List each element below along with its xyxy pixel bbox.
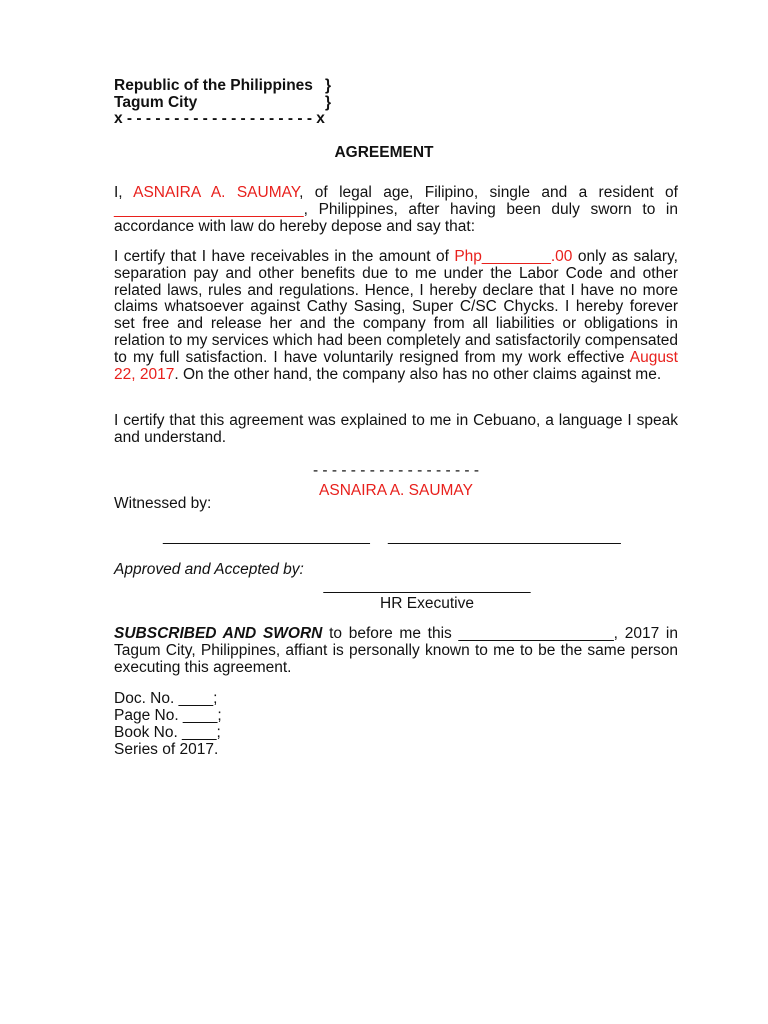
document-title: AGREEMENT	[334, 144, 434, 161]
resignation-date: August 22, 2017	[114, 348, 678, 383]
jurat-text: to before me this __________________, 2017 in Tagum City, Philippines, affiant is personally known to me to be the same person executing this agreement.	[114, 625, 678, 676]
caption-brace-1: }	[325, 77, 332, 94]
caption-republic: Republic of the Philippines	[114, 77, 313, 94]
doc-no: Doc. No. ____;	[114, 690, 218, 707]
hr-line: ________________________	[323, 577, 531, 594]
witness-line-1: ________________________	[163, 528, 370, 545]
hr-title: HR Executive	[380, 595, 474, 612]
paragraph-jurat	[114, 626, 678, 676]
paragraph-affiant	[114, 185, 678, 235]
page-no: Page No. ____;	[114, 707, 222, 724]
witnessed-label: Witnessed by:	[114, 495, 212, 512]
caption-separator: x - - - - - - - - - - - - - - - - - - - - x	[114, 110, 325, 127]
hr-signature-block	[316, 577, 538, 613]
caption-brace-2: }	[325, 93, 332, 111]
series: Series of 2017.	[114, 741, 219, 758]
p1-pre: I,	[114, 184, 134, 201]
signature-name: ASNAIRA A. SAUMAY	[319, 482, 473, 499]
p2-pre: I certify that I have receivables in the amount of	[114, 248, 455, 265]
document-caption	[114, 77, 332, 128]
amount-blank: Php________.00	[454, 248, 573, 265]
approved-label: Approved and Accepted by:	[114, 561, 304, 578]
p1-mid: , of legal age, Filipino, single and a resident of	[299, 184, 678, 201]
paragraph-language: I certify that this agreement was explained to me in Cebuano, a language I speak and understand.	[114, 412, 678, 446]
p2-post: . On the other hand, the company also has no other claims against me.	[174, 365, 662, 383]
signature-block	[296, 462, 496, 500]
paragraph-certification	[114, 249, 678, 383]
witness-line-2: ___________________________	[388, 528, 621, 545]
affiant-name: ASNAIRA A. SAUMAY	[133, 184, 300, 201]
signature-dashes: - - - - - - - - - - - - - - - - - -	[312, 462, 480, 479]
book-no: Book No. ____;	[114, 724, 221, 741]
residence-blank: ______________________	[114, 200, 304, 218]
caption-city: Tagum City	[114, 93, 198, 111]
p1-post: , Philippines, after having been duly sworn to in accordance with law do hereby depose and say that:	[114, 200, 678, 235]
notarial-block	[114, 690, 222, 758]
p2-mid: only as salary, separation pay and other benefits due to me under the Labor Code and other related laws, rules and regulations. Hence, I hereby declare that I have no more claims whatsoever against Cathy Sasing, Super C/SC Chycks. I hereby forever set free and release her and the company from all liabilities or obligations in relation to my services which had been completely and satisfactorily compensated to my full satisfaction. I have voluntarily resigned from my work effective	[114, 248, 678, 366]
jurat-lead: SUBSCRIBED AND SWORN	[114, 625, 323, 642]
